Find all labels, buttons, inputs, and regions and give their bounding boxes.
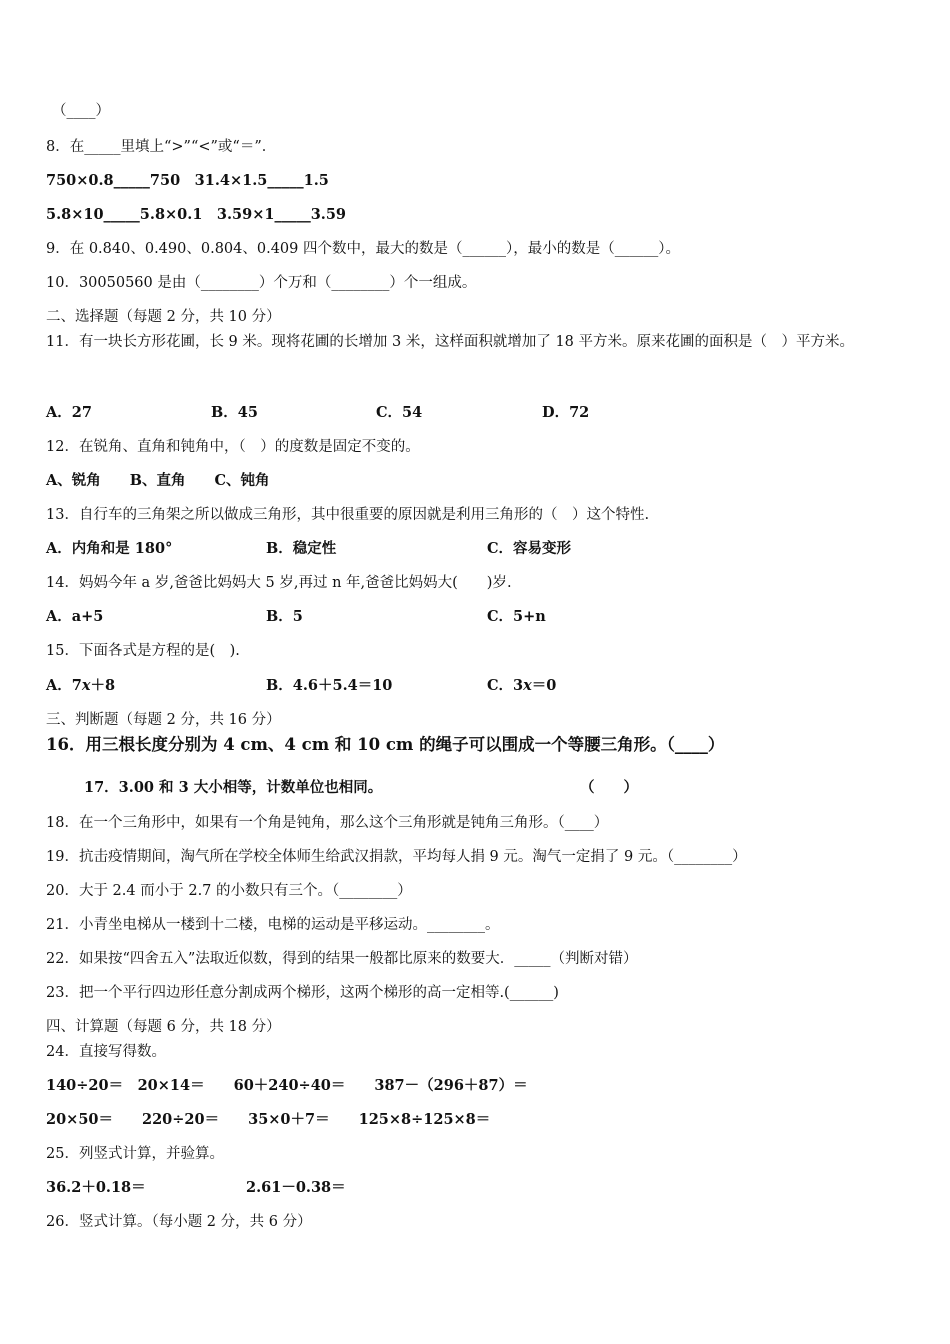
answer-blank: （____）: [52, 103, 110, 119]
q11-option-c: C．54: [376, 404, 423, 421]
q11-option-b: B．45: [211, 404, 258, 421]
question-14: 14．妈妈今年 a 岁,爸爸比妈妈大 5 岁,再过 n 年,爸爸比妈妈大( )岁.: [46, 575, 512, 591]
q15-option-b: B．4.6＋5.4＝10: [266, 677, 393, 694]
q15-c-suffix: ＝0: [531, 677, 557, 694]
question-26: 26．竖式计算。（每小题 2 分，共 6 分）: [46, 1214, 312, 1230]
question-21: 21．小青坐电梯从一楼到十二楼，电梯的运动是平移运动。________。: [46, 917, 500, 933]
question-8-row-1: 750×0.8_____750 31.4×1.5_____1.5: [46, 172, 329, 189]
question-25: 25．列竖式计算，并验算。: [46, 1146, 224, 1162]
question-10: 10．30050560 是由（________）个万和（________）个一组成。: [46, 275, 477, 291]
q15-c-variable: x: [523, 677, 532, 694]
question-25-expr-2: 2.61－0.38＝: [246, 1179, 346, 1196]
q15-a-suffix: ＋8: [90, 677, 116, 694]
question-8-row-2: 5.8×10_____5.8×0.1 3.59×1_____3.59: [46, 206, 347, 223]
question-24-row-1: 140÷20＝ 20×14＝ 60＋240÷40＝ 387－（296＋87）＝: [46, 1077, 528, 1094]
q12-options: A、锐角 B、直角 C、钝角: [46, 472, 270, 489]
question-22: 22．如果按“四舍五入”法取近似数，得到的结果一般都比原来的数要大．_____（判断对错）: [46, 951, 638, 967]
question-15: 15．下面各式是方程的是( ).: [46, 643, 240, 659]
q15-a-variable: x: [81, 677, 91, 694]
q14-option-a: A．a+5: [46, 608, 104, 625]
question-11: 11．有一块长方形花圃，长 9 米。现将花圃的长增加 3 米，这样面积就增加了 18 平方米。原来花圃的面积是（ ）平方米。: [46, 334, 855, 350]
q13-option-c: C．容易变形: [487, 540, 572, 557]
q11-option-a: A．27: [46, 404, 92, 421]
question-8: 8．在_____里填上“>”“<”或“＝”．: [46, 139, 277, 155]
q13-option-b: B．稳定性: [266, 540, 337, 557]
q14-option-b: B．5: [266, 608, 303, 625]
question-12: 12．在锐角、直角和钝角中，（ ）的度数是固定不变的。: [46, 439, 420, 455]
question-23: 23．把一个平行四边形任意分割成两个梯形，这两个梯形的高一定相等.(______): [46, 985, 559, 1001]
q15-a-prefix: A．7: [46, 677, 82, 694]
section-2-heading: 二、选择题（每题 2 分，共 10 分）: [46, 309, 281, 325]
question-17: 17．3.00 和 3 大小相等，计数单位也相同。: [84, 779, 383, 796]
q15-option-a: [46, 676, 115, 696]
q11-option-d: D．72: [542, 404, 590, 421]
question-17-answer-paren: （ ）: [580, 779, 638, 796]
q15-c-prefix: C．3: [487, 677, 524, 694]
question-16: 16．用三根长度分别为 4 cm、4 cm 和 10 cm 的绳子可以围成一个等腰三角形。（____）: [46, 735, 725, 754]
section-4-heading: 四、计算题（每题 6 分，共 18 分）: [46, 1019, 281, 1035]
question-20: 20．大于 2.4 而小于 2.7 的小数只有三个。（________）: [46, 883, 412, 899]
q15-option-c: [487, 676, 556, 696]
q14-option-c: C．5+n: [487, 608, 546, 625]
question-24-row-2: 20×50＝ 220÷20＝ 35×0＋7＝ 125×8÷125×8＝: [46, 1111, 491, 1128]
question-9: 9．在 0.840、0.490、0.804、0.409 四个数中，最大的数是（______），最小的数是（______）。: [46, 241, 680, 257]
question-24: 24．直接写得数。: [46, 1044, 166, 1060]
question-18: 18．在一个三角形中，如果有一个角是钝角，那么这个三角形就是钝角三角形。（____）: [46, 815, 609, 831]
question-25-expr-1: 36.2＋0.18＝: [46, 1179, 146, 1196]
question-19: 19．抗击疫情期间，淘气所在学校全体师生给武汉捐款，平均每人捐 9 元。淘气一定捐了 9 元。（________）: [46, 849, 747, 865]
section-3-heading: 三、判断题（每题 2 分，共 16 分）: [46, 712, 281, 728]
question-13: 13．自行车的三角架之所以做成三角形，其中很重要的原因就是利用三角形的（ ）这个特性.: [46, 507, 650, 523]
q13-option-a: A．内角和是 180°: [46, 540, 173, 557]
